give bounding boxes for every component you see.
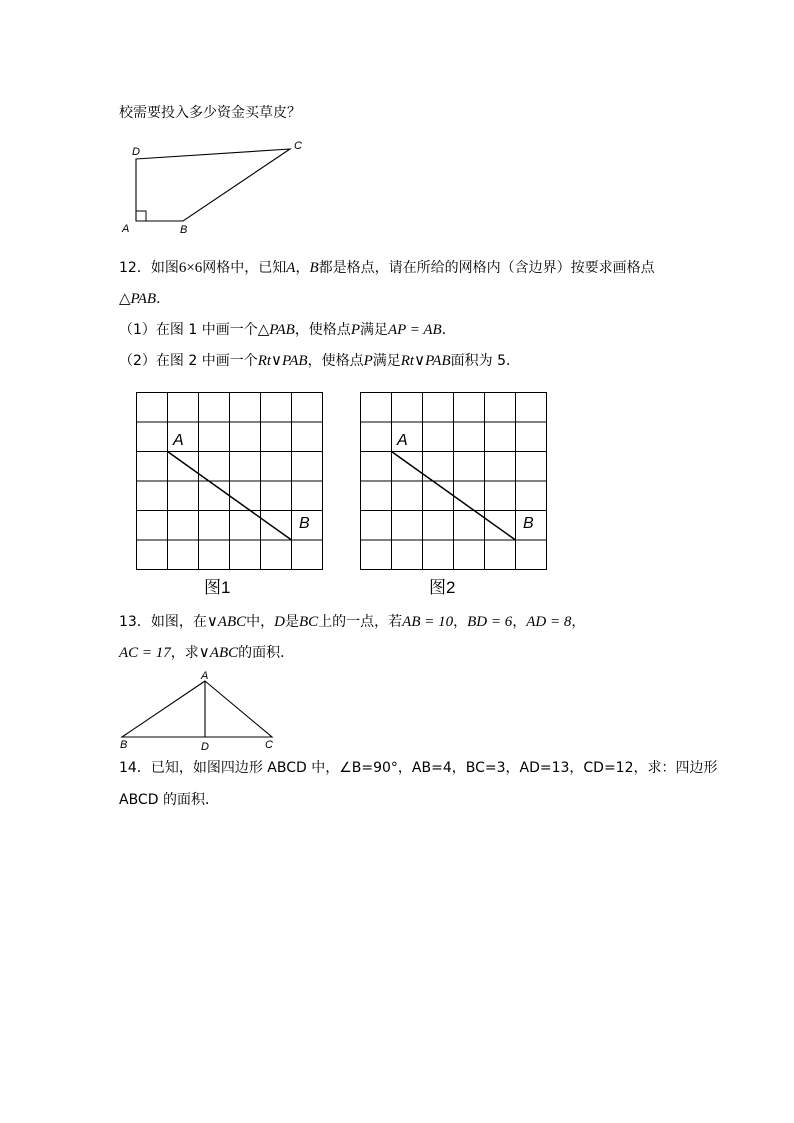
q11-label-d: D [132, 146, 140, 158]
q12-part1-p: P [350, 322, 360, 338]
q12-part1-equation: AP = AB [387, 322, 442, 338]
q12-part1-triangle: △PAB [257, 322, 295, 338]
q12-part2-p: P [363, 353, 373, 369]
q12-point-a: A [286, 260, 296, 276]
q12-part1-c: 满足 [359, 322, 388, 338]
figure-1-caption: 图1 [204, 578, 231, 597]
q13-e: 的面积． [238, 645, 295, 661]
q13-bc: BC [298, 614, 319, 630]
q12-part1-b: ，使格点 [294, 322, 351, 338]
q12-part2-a: （2）在图 2 中画一个 [119, 353, 258, 369]
q11-label-b: B [180, 224, 188, 236]
q13-label-c: C [265, 739, 273, 751]
triangle-abc-shape [122, 681, 272, 737]
q12-intro-b: 都是格点，请在所给的网格内（含边界）按要求画格点 [318, 260, 655, 276]
figure-2-caption: 图2 [429, 578, 456, 597]
q12-part2-triangle: Rt∨PAB [257, 353, 308, 369]
q13-eq-ab: AB = 10 [402, 614, 454, 630]
q12-point-b: B [309, 260, 319, 276]
q12-part1-a: （1）在图 1 中画一个 [119, 322, 258, 338]
q13-sep3: ， [571, 614, 586, 630]
q12-triangle: △PAB [119, 291, 157, 307]
q13-a: 中， [246, 614, 275, 630]
q13-eq-ac: AC = 17 [119, 645, 171, 661]
q12-sep: ， [295, 260, 310, 276]
q13-label-d: D [201, 741, 209, 753]
q14-line2: ABCD 的面积． [119, 792, 219, 808]
q13-label-a: A [201, 670, 209, 682]
q12-grid-size: 6×6 [178, 260, 203, 276]
q13-eq-bd: BD = 6 [467, 614, 513, 630]
q11-question-tail: 校需要投入多少资金买草皮？ [119, 105, 301, 121]
q12-part2-b: ，使格点 [307, 353, 364, 369]
fig2-label-b: B [523, 515, 534, 532]
q13-triangle-2: ∨ABC [198, 645, 239, 661]
q11-label-a: A [122, 223, 130, 235]
q12-intro-a: 网格中，已知 [202, 260, 287, 276]
q13-b: 是 [284, 614, 299, 630]
q12-part2-triangle-2: Rt∨PAB [400, 353, 451, 369]
q13-number: 13．如图，在 [119, 614, 207, 630]
q12-part2-c: 满足 [372, 353, 401, 369]
q12-period: ． [156, 291, 171, 307]
q13-sep1: ， [453, 614, 468, 630]
fig1-label-b: B [299, 515, 310, 532]
q11-label-c: C [294, 140, 302, 152]
q13-triangle: ∨ABC [206, 614, 247, 630]
q13-label-b: B [120, 739, 128, 751]
fig2-label-a: A [397, 432, 408, 449]
q13-point-d: D [274, 614, 285, 630]
q13-d: ，求 [170, 645, 199, 661]
q13-sep2: ， [512, 614, 527, 630]
q13-c: 上的一点，若 [318, 614, 403, 630]
q12-part2-d: 面积为 5． [450, 353, 520, 369]
fig1-label-a: A [173, 432, 184, 449]
q14-line1: 14．已知，如图四边形 ABCD 中，∠B=90°，AB=4，BC=3，AD=13，CD=12，求：四边形 [119, 760, 718, 776]
q12-part1-end: ． [441, 322, 456, 338]
q13-eq-ad: AD = 8 [526, 614, 572, 630]
q12-number: 12．如图 [119, 260, 179, 276]
